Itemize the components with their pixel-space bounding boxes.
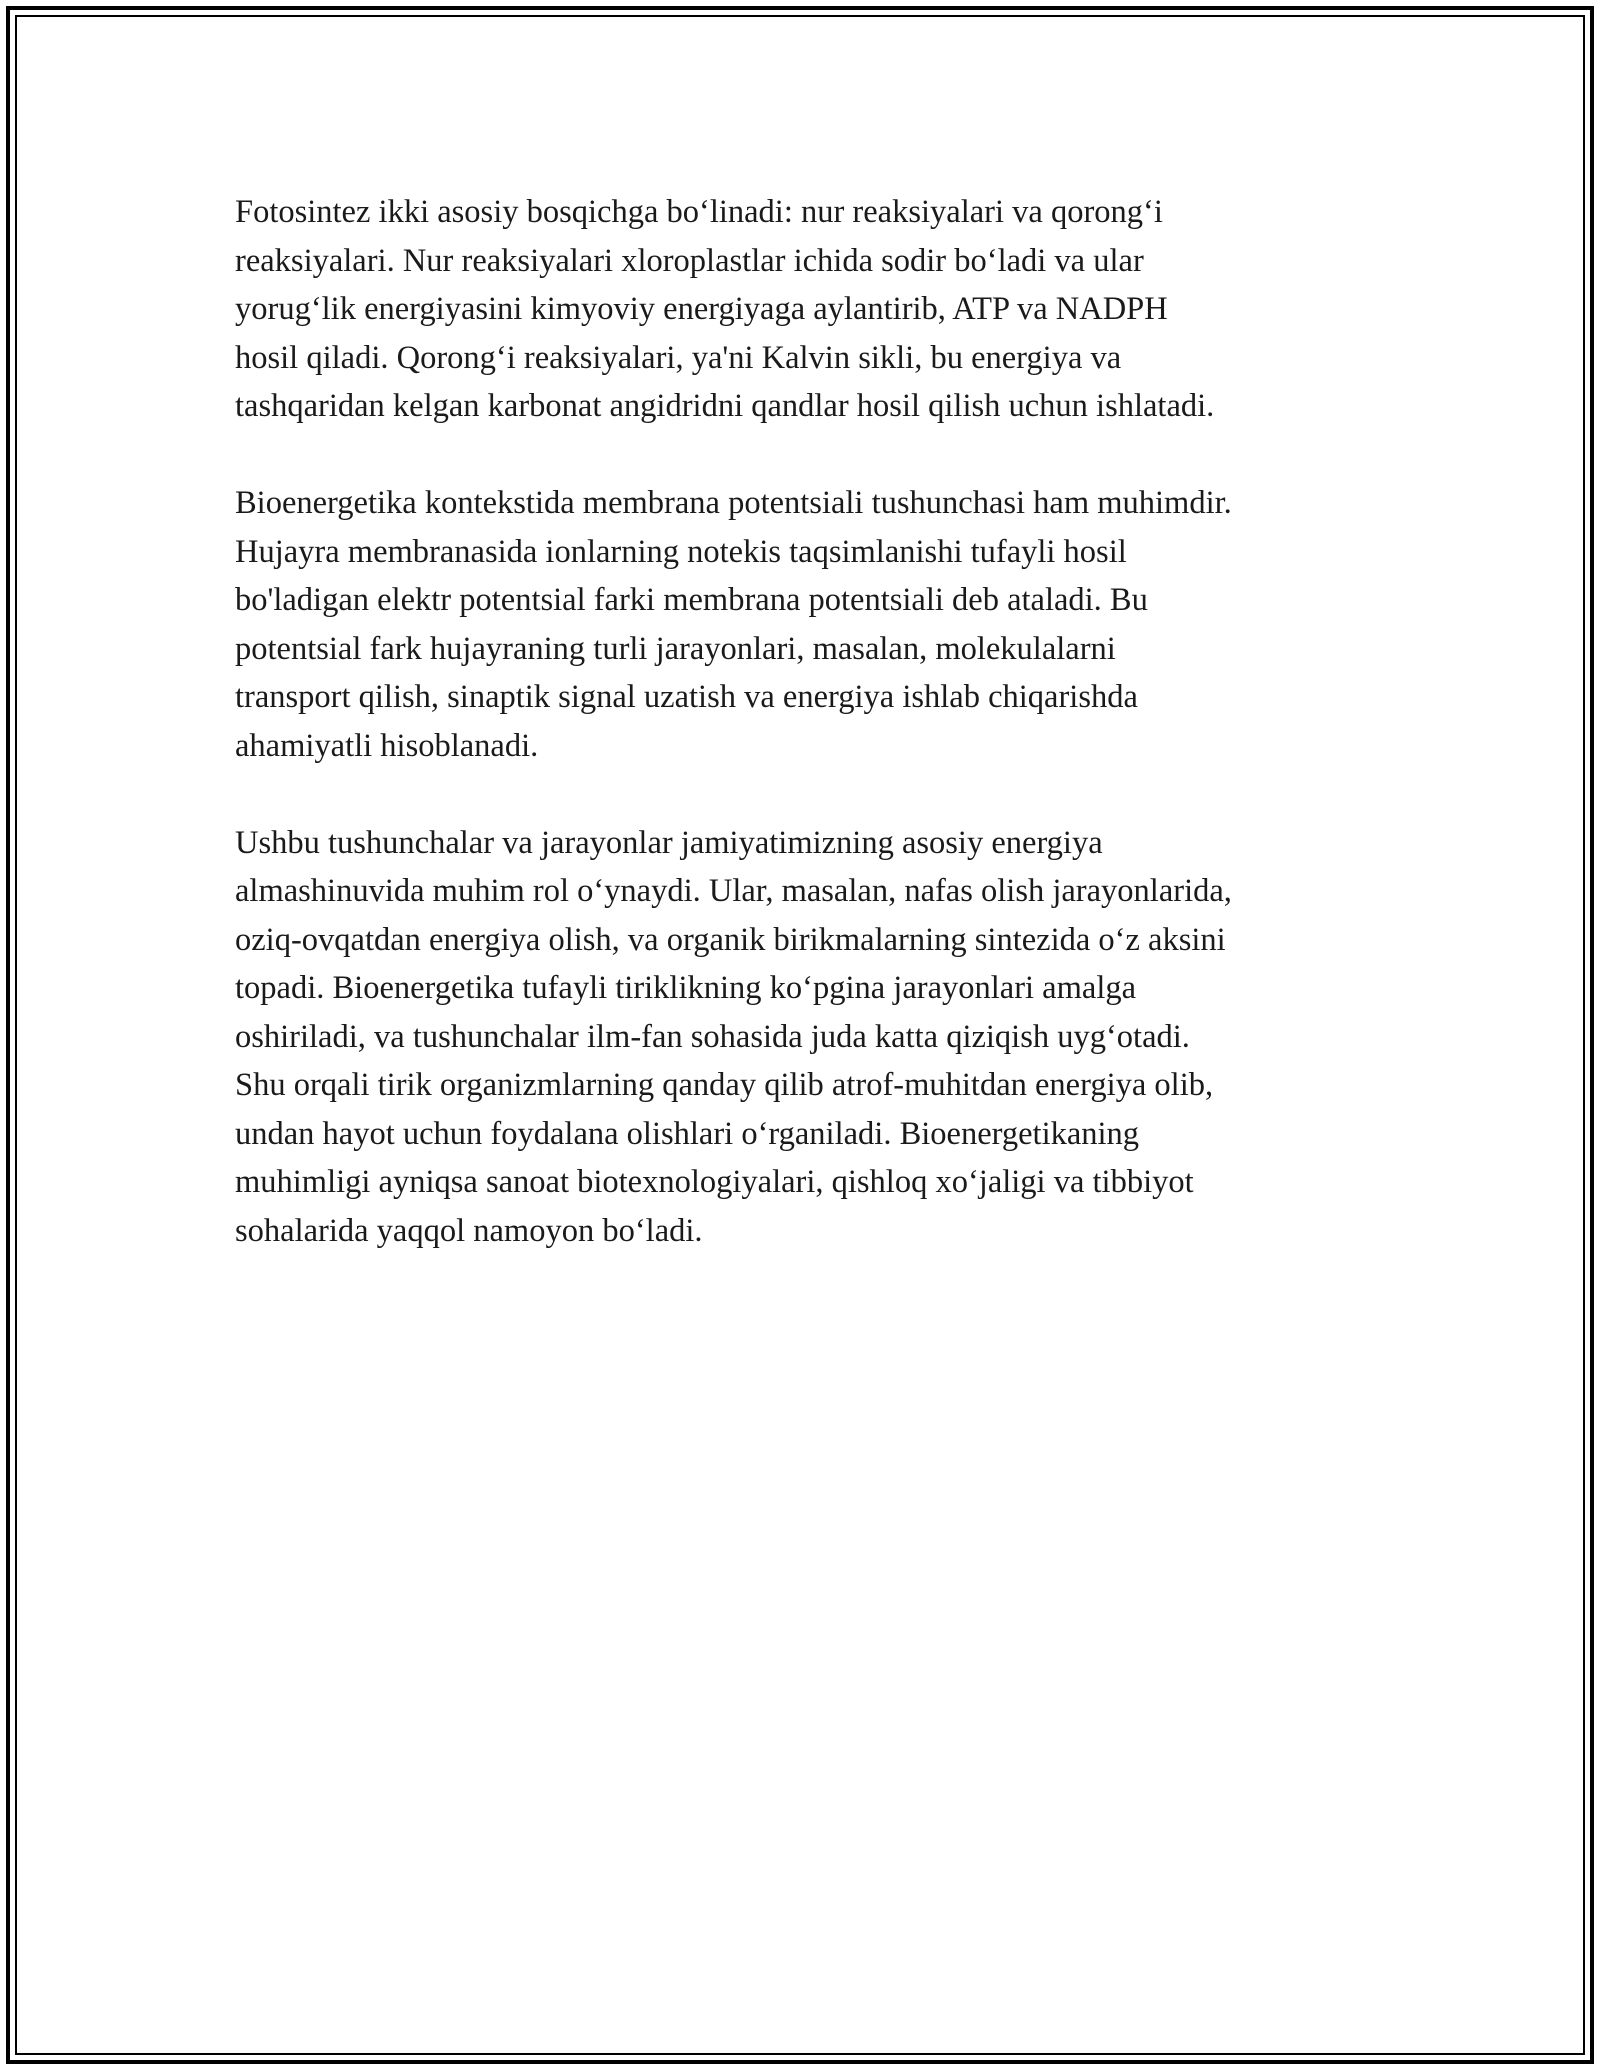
text-line: bo'ladigan elektr potentsial farki membrana potentsiali deb ataladi. Bu	[235, 582, 1148, 618]
text-line: ahamiyatli hisoblanadi.	[235, 727, 539, 764]
document-body	[235, 188, 1375, 1304]
text-line: topadi. Bioenergetika tufayli tiriklikning ko‘pgina jarayonlari amalga	[235, 970, 1137, 1006]
paragraph-bioenergetics-importance	[235, 819, 1375, 1256]
paragraph-membrane-potential	[235, 479, 1375, 770]
text-line: undan hayot uchun foydalana olishlari o‘rganiladi. Bioenergetikaning	[235, 1115, 1140, 1152]
paragraph-photosynthesis	[235, 188, 1375, 431]
text-line: sohalarida yaqqol namoyon bo‘ladi.	[235, 1212, 703, 1249]
text-line: reaksiyalari. Nur reaksiyalari xloroplastlar ichida sodir bo‘ladi va ular	[235, 242, 1144, 279]
text-line: tashqaridan kelgan karbonat angidridni qandlar hosil qilish uchun ishlatadi.	[235, 388, 1215, 424]
text-line: Shu orqali tirik organizmlarning qanday qilib atrof-muhitdan energiya olib,	[235, 1067, 1214, 1103]
text-line: almashinuvida muhim rol o‘ynaydi. Ular, masalan, nafas olish jarayonlarida,	[235, 873, 1232, 909]
text-line: potentsial fark hujayraning turli jarayonlari, masalan, molekulalarni	[235, 630, 1116, 667]
text-line: hosil qiladi. Qorong‘i reaksiyalari, ya'ni Kalvin sikli, bu energiya va	[235, 339, 1122, 376]
text-line: oshiriladi, va tushunchalar ilm-fan sohasida juda katta qiziqish uyg‘otadi.	[235, 1018, 1190, 1055]
text-line: muhimligi ayniqsa sanoat biotexnologiyalari, qishloq xo‘jaligi va tibbiyot	[235, 1164, 1194, 1200]
text-line: Fotosintez ikki asosiy bosqichga bo‘linadi: nur reaksiyalari va qorong‘i	[235, 194, 1163, 230]
text-line: Hujayra membranasida ionlarning notekis taqsimlanishi tufayli hosil	[235, 533, 1127, 570]
text-line: Ushbu tushunchalar va jarayonlar jamiyatimizning asosiy energiya	[235, 824, 1103, 861]
text-line: transport qilish, sinaptik signal uzatish va energiya ishlab chiqarishda	[235, 679, 1138, 715]
text-line: yorug‘lik energiyasini kimyoviy energiyaga aylantirib, ATP va NADPH	[235, 291, 1168, 327]
text-line: oziq-ovqatdan energiya olish, va organik birikmalarning sintezida o‘z aksini	[235, 921, 1226, 958]
text-line: Bioenergetika kontekstida membrana potentsiali tushunchasi ham muhimdir.	[235, 485, 1232, 521]
